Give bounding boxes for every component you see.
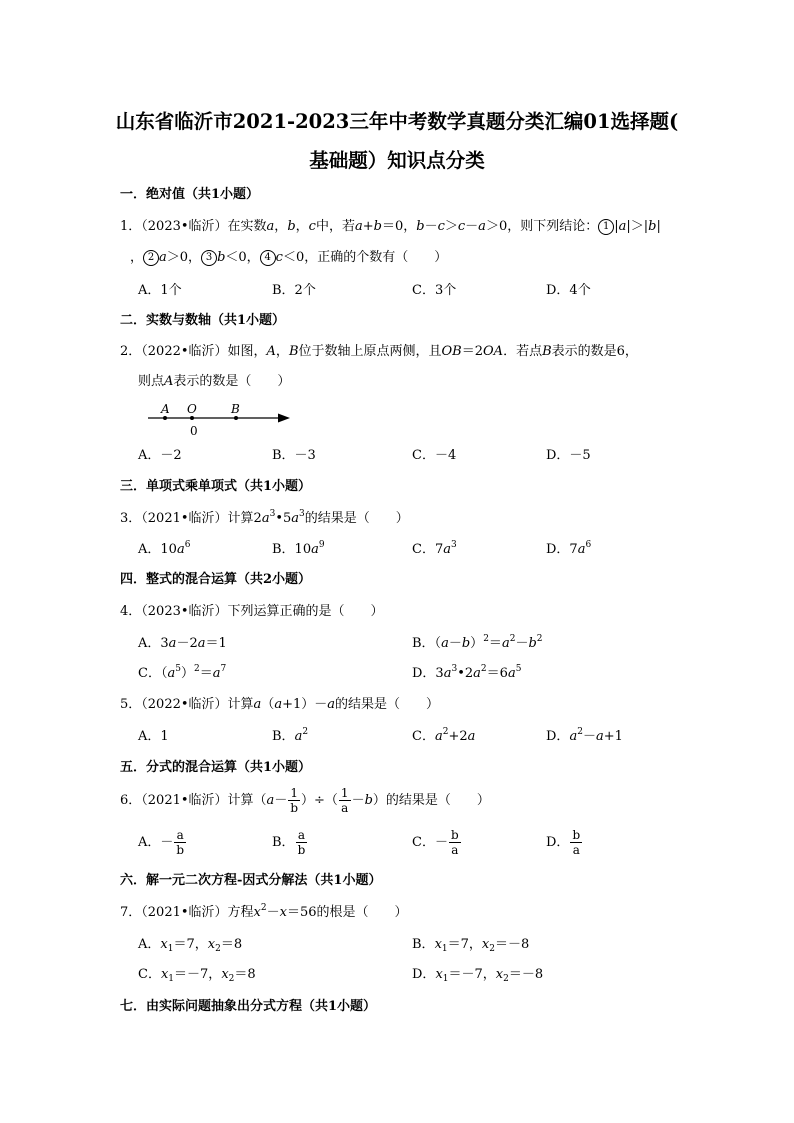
section-heading: 四．整式的混合运算（共2小题） bbox=[120, 572, 312, 587]
section-heading: 七．由实际问题抽象出分式方程（共1小题） bbox=[120, 999, 377, 1014]
question-3: 3．（2021•临沂）计算$2a^3•5a^3$的结果是（ ） bbox=[120, 509, 409, 526]
option-a: A．1 bbox=[138, 729, 169, 744]
option-b: B． $\frac{a}{b}$ bbox=[272, 828, 306, 857]
option-d: D．$3a^3•2a^2=6a^5$ bbox=[412, 664, 522, 681]
document-title-line2: 基础题）知识点分类 bbox=[309, 149, 485, 172]
section-heading: 三．单项式乘单项式（共1小题） bbox=[120, 479, 312, 494]
option-d: D．－5 bbox=[546, 448, 591, 463]
axis-label: O bbox=[187, 402, 197, 416]
option-c: C．$a^2+2a$ bbox=[412, 727, 476, 744]
question-1: 1．（2023•临沂）在实数a，b，c中，若a+b＝0，b－c＞c－a＞0，则下列结论： 1 |a|＞|b| bbox=[120, 219, 661, 234]
section-heading: 六．解一元二次方程-因式分解法（共1小题） bbox=[120, 873, 382, 888]
section-heading: 五．分式的混合运算（共1小题） bbox=[120, 760, 312, 775]
question-4: 4．（2023•临沂）下列运算正确的是（ ） bbox=[120, 604, 384, 619]
option-a: A．3a－2a＝1 bbox=[138, 636, 227, 651]
number-line-figure bbox=[140, 398, 300, 440]
option-a: A．－2 bbox=[138, 448, 182, 463]
section-heading: 一．绝对值（共1小题） bbox=[120, 187, 260, 202]
question-7: 7．（2021•临沂）方程$x^2-x=56$的根是（ ） bbox=[120, 903, 408, 920]
option-a: A．1个 bbox=[138, 283, 182, 298]
option-c: C．$7a^3$ bbox=[412, 540, 457, 557]
option-a: A．－ $\frac{a}{b}$ bbox=[138, 828, 185, 857]
axis-zero: 0 bbox=[190, 424, 198, 438]
option-b: B．－3 bbox=[272, 448, 316, 463]
question-1-line2: ， 2 a＞0， 3 b＜0， 4 c＜0，正确的个数有（ ） bbox=[130, 250, 448, 265]
option-d: D．4个 bbox=[546, 283, 591, 298]
question-5: 5．（2022•临沂）计算a（a+1）－a的结果是（ ） bbox=[120, 697, 440, 712]
option-d: D．$7a^6$ bbox=[546, 540, 592, 557]
option-c: C．－4 bbox=[412, 448, 457, 463]
option-d: D． $\frac{b}{a}$ bbox=[546, 828, 581, 857]
option-b: B．$10a^9$ bbox=[272, 540, 325, 557]
option-b: B．$x_1=7$，$x_2=-8$ bbox=[412, 937, 530, 954]
axis-label: B bbox=[231, 402, 240, 416]
section-heading: 二．实数与数轴（共1小题） bbox=[120, 313, 286, 328]
question-2-line2: 则点A表示的数是（ ） bbox=[138, 374, 291, 389]
option-c: C．－ $\frac{b}{a}$ bbox=[412, 828, 459, 857]
option-d: D．$a^2-a+1$ bbox=[546, 727, 623, 744]
option-a: A．$10a^6$ bbox=[138, 540, 191, 557]
question-6: 6．（2021•临沂）计算（a－ $\frac{1}{b}$ ）÷（ $\frac{1}{a}$ －b）的结果是（ ） bbox=[120, 786, 490, 815]
option-b: B．$(a-b)^2=a^2-b^2$ bbox=[412, 634, 543, 651]
question-2: 2．（2022•临沂）如图，A，B位于数轴上原点两侧，且OB＝2OA．若点B表示的数是6， bbox=[120, 344, 638, 359]
document-title-line1: 山东省临沂市2021-2023三年中考数学真题分类汇编01选择题( bbox=[115, 110, 679, 133]
option-c: C．$x_1=-7$，$x_2=8$ bbox=[138, 967, 256, 984]
option-b: B．$a^2$ bbox=[272, 727, 309, 744]
option-a: A．$x_1=7$，$x_2=8$ bbox=[138, 937, 243, 954]
axis-label: A bbox=[161, 402, 170, 416]
option-d: D．$x_1=-7$，$x_2=-8$ bbox=[412, 967, 544, 984]
option-b: B．2个 bbox=[272, 283, 316, 298]
option-c: C．$(a^5)^2=a^7$ bbox=[138, 664, 227, 681]
option-c: C．3个 bbox=[412, 283, 457, 298]
